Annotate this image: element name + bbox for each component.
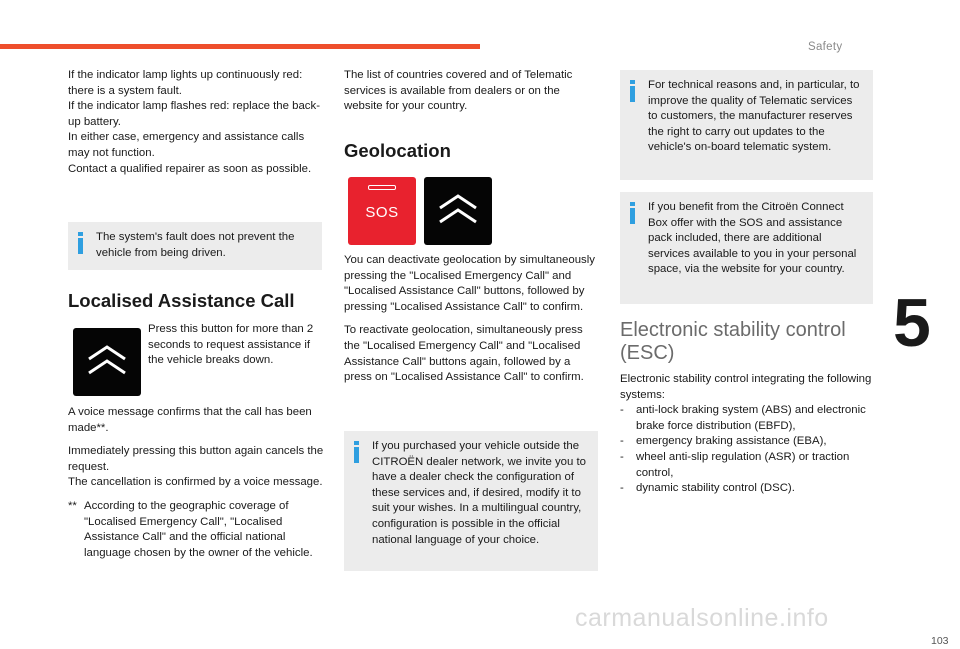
button-caption: Press this button for more than 2 seconds to request assistance if the vehicle breaks down. <box>148 323 314 367</box>
info-icon <box>354 441 359 465</box>
col1-intro <box>68 68 324 177</box>
col2-body <box>344 253 600 394</box>
info-icon <box>630 202 635 226</box>
intro-line: In either case, emergency and assistance calls may not function. <box>68 131 305 159</box>
list-item: - dynamic stability control (DSC). <box>620 482 795 495</box>
sos-button-image <box>348 177 416 245</box>
chapter-number: 5 <box>893 285 931 361</box>
sos-button-slot <box>368 185 396 190</box>
col2-intro: The list of countries covered and of Telematic services is available from dealers or on the website for your country. <box>344 69 573 113</box>
intro-line: Contact a qualified repairer as soon as possible. <box>68 162 312 175</box>
col3-body <box>620 372 876 497</box>
sos-label: SOS <box>365 204 399 221</box>
page-number: 103 <box>931 635 949 647</box>
section-title: Safety <box>808 41 843 53</box>
citroen-chevrons-icon <box>436 192 480 230</box>
note-text: The system's fault does not prevent the vehicle from being driven. <box>96 231 295 259</box>
col1-body <box>68 405 324 561</box>
list-item: - wheel anti-slip regulation (ASR) or traction control, <box>620 450 850 479</box>
para-reactivate: To reactivate geolocation, simultaneously press the "Localised Emergency Call" and "Localised Assistance Call" buttons again, followed by a press on "Localised Assistance Call" to confirm. <box>344 324 584 384</box>
para-cancel-1: Immediately pressing this button again cancels the request. <box>68 445 324 473</box>
list-item: - emergency braking assistance (EBA), <box>620 435 827 448</box>
top-accent-bar <box>0 44 480 49</box>
list-item: - anti-lock braking system (ABS) and electronic brake force distribution (EBFD), <box>620 404 866 432</box>
intro-line: If the indicator lamp lights up continuously red: there is a system fault. <box>68 69 303 97</box>
para-cancel-2: The cancellation is confirmed by a voice message. <box>68 476 323 489</box>
citroen-chevrons-icon <box>85 343 129 381</box>
info-note-dealer <box>344 431 598 571</box>
assistance-button-image <box>424 177 492 245</box>
esc-intro: Electronic stability control integrating the following systems: <box>620 373 872 401</box>
note-text: If you purchased your vehicle outside the CITROËN dealer network, we invite you to have a dealer check the configuration of these services and, if desired, modify it to suit your wishes. In a multilingual country, configuration is possible in the official national language of your choice. <box>372 440 586 546</box>
info-icon <box>78 232 83 256</box>
intro-line: If the indicator lamp flashes red: replace the back-up battery. <box>68 100 320 128</box>
footnote-mark: ** <box>68 499 77 512</box>
heading-geolocation: Geolocation <box>344 140 451 161</box>
info-note-updates <box>620 70 873 180</box>
localised-assistance-button-image <box>73 328 141 396</box>
para-deactivate: You can deactivate geolocation by simultaneously pressing the "Localised Emergency Call" and "Localised Assistance Call" buttons, followed by pressing "Localised Assistance Call" to confirm. <box>344 254 595 313</box>
note-text: For technical reasons and, in particular, to improve the quality of Telematic services to customers, the manufacturer reserves the right to carry out updates to the vehicle's on-board telematic system. <box>648 79 860 154</box>
info-note-fault <box>68 222 322 270</box>
footnote <box>68 499 324 561</box>
footnote-text: According to the geographic coverage of "Localised Emergency Call", "Localised Assistance Call" and the official national language chosen by the owner of the vehicle. <box>84 499 313 559</box>
note-text: If you benefit from the Citroën Connect Box offer with the SOS and assistance pack included, there are additional services available to you in your personal space, via the website for your country. <box>648 201 857 276</box>
heading-localised-assistance: Localised Assistance Call <box>68 290 295 311</box>
info-note-connect-box <box>620 192 873 304</box>
info-icon <box>630 80 635 104</box>
para-voice: A voice message confirms that the call has been made**. <box>68 406 312 434</box>
watermark: carmanualsonline.info <box>575 604 829 632</box>
heading-esc: Electronic stability control (ESC) <box>620 319 846 364</box>
